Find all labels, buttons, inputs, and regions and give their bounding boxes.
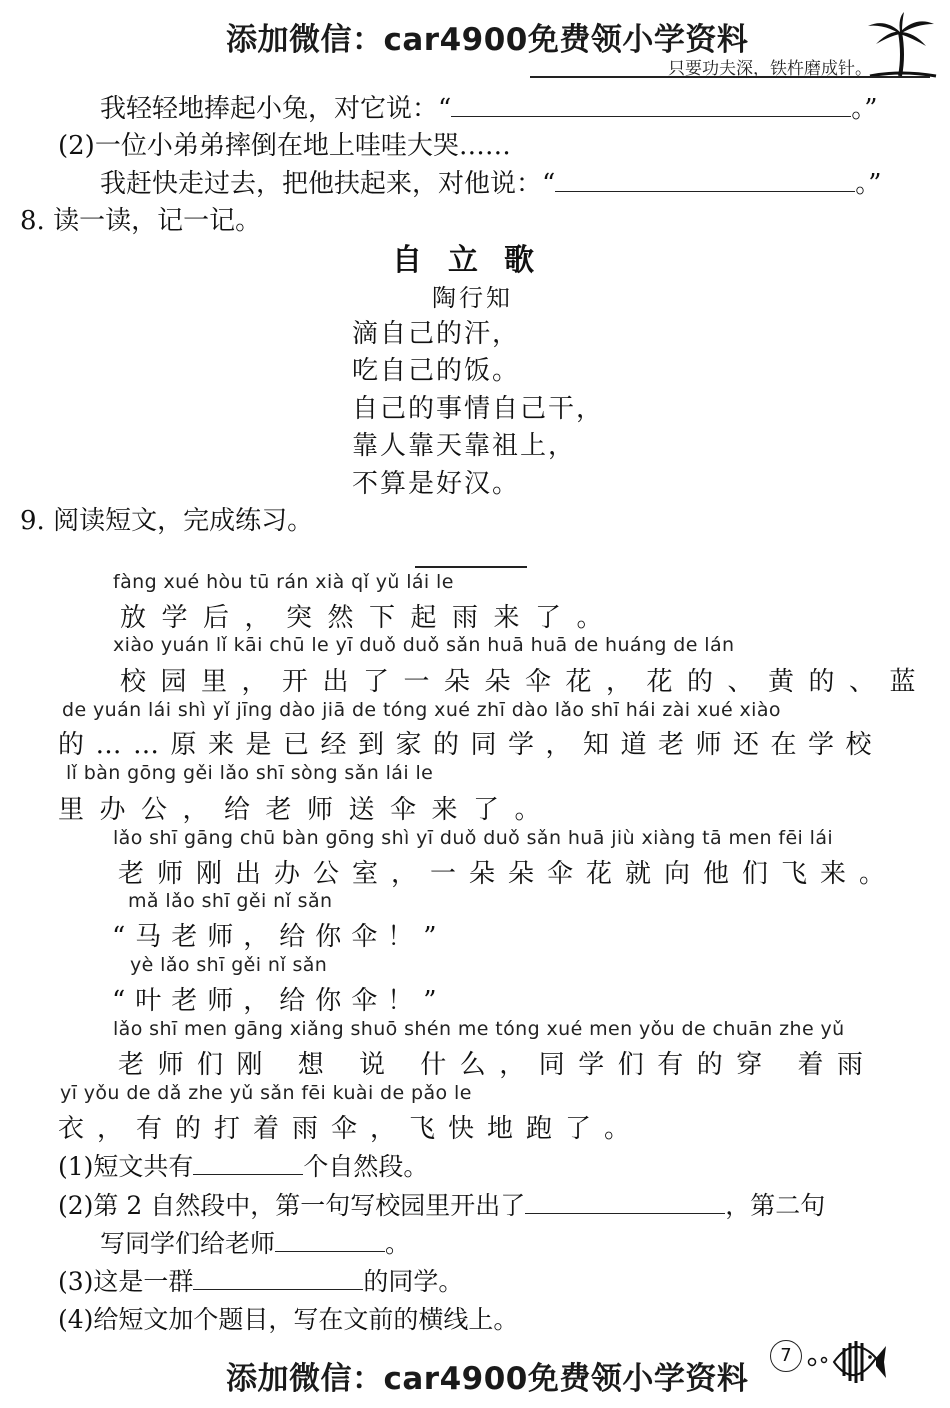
- pinyin-line: yī yǒu de dǎ zhe yǔ sǎn fēi kuài de pǎo le: [60, 1082, 472, 1104]
- passage-line: “马老师，给你伞！”: [112, 922, 447, 952]
- q7-line1-text: 我轻轻地捧起小兔，对它说：“: [100, 94, 452, 124]
- poem-line: 自己的事情自己干，: [352, 394, 605, 424]
- q7-line3: [100, 163, 882, 200]
- pinyin-line: de yuán lái shì yǐ jīng dào jiā de tóng xué zhī dào lǎo shī hái zài xué xiào: [62, 699, 781, 721]
- q9-sub2-c: 写同学们给老师: [100, 1229, 276, 1258]
- q7-line1-end: 。”: [851, 94, 878, 124]
- header-motto: 只要功夫深，铁杵磨成针。: [668, 59, 872, 79]
- answer-blank[interactable]: [525, 1213, 725, 1214]
- poem-line: 靠人靠天靠祖上，: [352, 431, 577, 461]
- q9-sub2-d: 。: [385, 1229, 411, 1258]
- q7-line3-end: 。”: [855, 169, 882, 199]
- poem-line: 不算是好汉。: [352, 469, 521, 499]
- poem-line: 滴自己的汗，: [352, 319, 521, 349]
- q7-line2: (2)一位小弟弟摔倒在地上哇哇大哭……: [58, 131, 511, 161]
- q9-sub3-b: 的同学。: [363, 1267, 464, 1296]
- passage-line: 放学后，突然下起雨来了。: [120, 603, 619, 633]
- pinyin-line: fàng xué hòu tū rán xià qǐ yǔ lái le: [113, 571, 454, 593]
- q9-sub2-b: ，第二句: [725, 1191, 826, 1220]
- header-watermark: 添加微信：car4900免费领小学资料: [226, 22, 749, 58]
- page-number: 7: [770, 1340, 802, 1372]
- q7-line1: [100, 88, 878, 125]
- passage-line: 的……原来是已经到家的同学，知道老师还在学校: [58, 730, 884, 760]
- q9-sub1-b: 个自然段。: [303, 1152, 429, 1181]
- fish-icon: [806, 1332, 886, 1392]
- q9-sub3: [58, 1262, 463, 1298]
- passage-line: “叶老师，给你伞！”: [112, 986, 447, 1016]
- q9-prompt: 9. 阅读短文，完成练习。: [20, 506, 314, 536]
- q9-sub1: [58, 1147, 428, 1183]
- q9-sub2: [58, 1186, 825, 1222]
- q7-line3-text: 我赶快走过去，把他扶起来，对他说：“: [100, 169, 556, 199]
- q8-prompt: 8. 读一读，记一记。: [20, 206, 262, 236]
- answer-blank[interactable]: [193, 1289, 363, 1290]
- pinyin-line: xiào yuán lǐ kāi chū le yī duǒ duǒ sǎn huā huā de huáng de lán: [113, 634, 735, 656]
- footer-watermark: 添加微信：car4900免费领小学资料: [226, 1361, 749, 1397]
- title-blank-line[interactable]: [415, 566, 527, 568]
- q9-sub3-a: (3)这是一群: [58, 1267, 194, 1296]
- pinyin-line: lǐ bàn gōng gěi lǎo shī sòng sǎn lái le: [66, 762, 434, 784]
- answer-blank[interactable]: [193, 1174, 303, 1175]
- pinyin-line: mǎ lǎo shī gěi nǐ sǎn: [128, 890, 333, 912]
- passage-line: 衣，有的打着雨伞，飞快地跑了。: [58, 1114, 644, 1144]
- q9-sub1-a: (1)短文共有: [58, 1152, 194, 1181]
- pinyin-line: lǎo shī gāng chū bàn gōng shì yī duǒ duǒ sǎn huā jiù xiàng tā men fēi lái: [113, 827, 834, 849]
- poem-author: 陶行知: [432, 284, 513, 312]
- pinyin-line: lǎo shī men gāng xiǎng shuō shén me tóng xué men yǒu de chuān zhe yǔ: [113, 1018, 845, 1040]
- answer-blank[interactable]: [555, 191, 855, 192]
- palm-tree-icon: [860, 10, 940, 80]
- poem-title: 自立歌: [392, 243, 560, 278]
- poem-line: 吃自己的饭。: [352, 356, 521, 386]
- answer-blank[interactable]: [275, 1251, 385, 1252]
- passage-line: 校园里，开出了一朵朵伞花，花的、黄的、蓝: [120, 667, 931, 697]
- passage-line: 老师刚出办公室，一朵朵伞花就向他们飞来。: [118, 859, 899, 889]
- q9-sub4: (4)给短文加个题目，写在文前的横线上。: [58, 1305, 519, 1334]
- answer-blank[interactable]: [451, 116, 851, 117]
- passage-line: 里办公，给老师送伞来了。: [58, 795, 557, 825]
- pinyin-line: yè lǎo shī gěi nǐ sǎn: [130, 954, 328, 976]
- passage-line: 老师们刚 想 说 什么，同学们有的穿 着雨: [118, 1050, 877, 1080]
- q9-sub2-a: (2)第 2 自然段中，第一句写校园里开出了: [58, 1191, 526, 1220]
- q9-sub2-cont: [100, 1224, 410, 1260]
